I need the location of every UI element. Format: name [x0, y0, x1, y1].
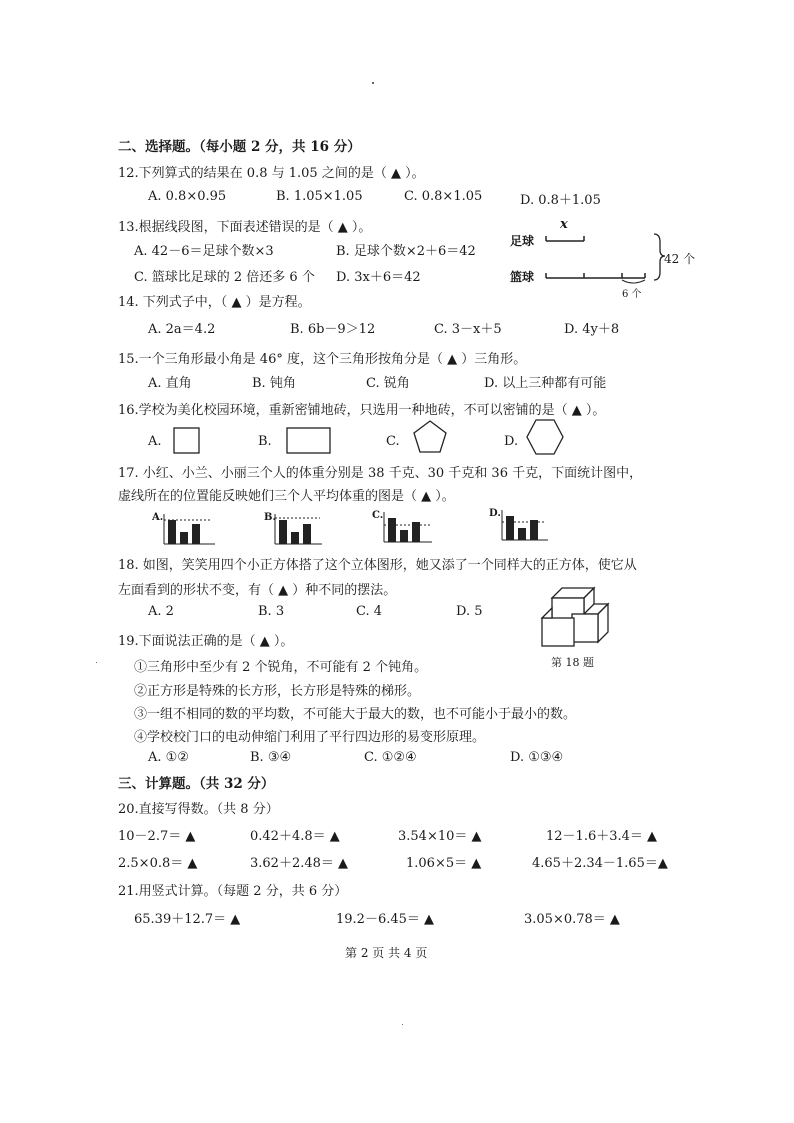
- q19-option-b: B. ③④: [250, 750, 292, 765]
- q16-option-d: D.: [504, 434, 519, 449]
- q13-option-b: B. 足球个数×2＋6＝42: [336, 244, 476, 259]
- q19-statement-2: ②正方形是特殊的长方形，长方形是特殊的梯形。: [134, 684, 421, 699]
- q18-caption: 第 18 题: [551, 656, 594, 669]
- q15-option-a: A. 直角: [148, 376, 192, 391]
- q20-row1-item1: 10－2.7＝ ▲: [118, 829, 196, 844]
- q12-option-d: D. 0.8＋1.05: [520, 193, 601, 208]
- q17-line1: 17. 小红、小兰、小丽三个人的体重分别是 38 千克、30 千克和 36 千克，下面统计图中，: [118, 466, 643, 481]
- q20-row2-item2: 3.62＋2.48＝ ▲: [250, 856, 349, 871]
- q19-stem: 19.下面说法正确的是（ ▲ ）。: [118, 634, 294, 649]
- q17-option-b: B.: [264, 512, 276, 523]
- q14-stem: 14. 下列式子中，（ ▲ ）是方程。: [118, 295, 311, 310]
- q21-item2: 19.2－6.45＝ ▲: [336, 912, 435, 927]
- q16-stem: 16.学校为美化校园环境，重新密铺地砖，只选用一种地砖，不可以密铺的是（ ▲ ）。: [118, 403, 606, 418]
- q21-item1: 65.39＋12.7＝ ▲: [134, 912, 241, 927]
- q13-stem: 13.根据线段图，下面表述错误的是（ ▲ ）。: [118, 220, 372, 235]
- q19-option-c: C. ①②④: [364, 750, 417, 765]
- q17-option-c: C.: [372, 510, 384, 521]
- q12-option-c: C. 0.8×1.05: [404, 189, 483, 204]
- q16-option-a: A.: [148, 434, 162, 449]
- diagram-six-label: 6 个: [622, 289, 642, 300]
- section3-title: 三、计算题。（共 32 分）: [118, 776, 275, 792]
- q20-row1-item2: 0.42＋4.8＝ ▲: [250, 829, 340, 844]
- q12-stem: 12.下列算式的结果在 0.8 与 1.05 之间的是（ ▲ ）。: [118, 166, 425, 181]
- q15-option-b: B. 钝角: [252, 376, 296, 391]
- q17-option-d: D.: [489, 508, 501, 519]
- q16-option-b: B.: [258, 434, 272, 449]
- q14-option-a: A. 2a＝4.2: [148, 322, 216, 337]
- q12-option-a: A. 0.8×0.95: [148, 189, 227, 204]
- q20-row2-item4: 4.65＋2.34－1.65＝▲: [532, 856, 668, 871]
- q15-option-c: C. 锐角: [366, 376, 410, 391]
- q13-option-c: C. 篮球比足球的 2 倍还多 6 个: [134, 270, 315, 285]
- q20-row2-item1: 2.5×0.8＝ ▲: [118, 856, 198, 871]
- q15-stem: 15.一个三角形最小角是 46° 度，这个三角形按角分是（ ▲ ）三角形。: [118, 352, 527, 367]
- q14-option-c: C. 3－x＋5: [434, 322, 502, 337]
- diagram-x-label: x: [560, 217, 568, 232]
- q18-line1: 18. 如图，笑笑用四个小正方体搭了这个立体图形，她又添了一个同样大的正方体，使它从: [118, 558, 637, 573]
- q21-item3: 3.05×0.78＝ ▲: [524, 912, 620, 927]
- q15-option-d: D. 以上三种都有可能: [484, 376, 607, 391]
- q20-row1-item3: 3.54×10＝ ▲: [398, 829, 482, 844]
- diagram-total-label: 42 个: [664, 252, 696, 266]
- q20-stem: 20.直接写得数。（共 8 分）: [118, 802, 279, 817]
- q18-line2: 左面看到的形状不变，有（ ▲ ）种不同的摆法。: [118, 583, 397, 598]
- q16-option-c: C.: [386, 434, 400, 449]
- page-footer: 第 2 页 共 4 页: [345, 946, 428, 960]
- section2-title: 二、选择题。（每小题 2 分，共 16 分）: [118, 139, 361, 155]
- q12-option-b: B. 1.05×1.05: [276, 189, 363, 204]
- diagram-basketball-label: 篮球: [510, 270, 535, 284]
- q18-option-a: A. 2: [148, 604, 174, 619]
- scan-speck: [402, 1024, 403, 1025]
- diagram-football-label: 足球: [510, 234, 535, 248]
- q19-statement-1: ①三角形中至少有 2 个锐角，不可能有 2 个钝角。: [134, 660, 428, 675]
- q19-option-a: A. ①②: [148, 750, 189, 765]
- q20-row2-item3: 1.06×5＝ ▲: [406, 856, 482, 871]
- q18-option-b: B. 3: [258, 604, 285, 619]
- q13-option-d: D. 3x＋6＝42: [336, 270, 421, 285]
- q13-option-a: A. 42－6＝足球个数×3: [134, 244, 274, 259]
- q18-option-d: D. 5: [456, 604, 483, 619]
- q17-line2: 虚线所在的位置能反映她们三个人平均体重的图是（ ▲ ）。: [118, 489, 455, 504]
- q19-option-d: D. ①③④: [510, 750, 564, 765]
- q20-row1-item4: 12－1.6＋3.4＝ ▲: [546, 829, 658, 844]
- q14-option-d: D. 4y＋8: [564, 322, 620, 337]
- scan-speck: [96, 662, 97, 663]
- q18-option-c: C. 4: [356, 604, 383, 619]
- q19-statement-3: ③一组不相同的数的平均数，不可能大于最大的数，也不可能小于最小的数。: [134, 707, 577, 722]
- q21-stem: 21.用竖式计算。（每题 2 分，共 6 分）: [118, 884, 348, 899]
- q17-option-a: A.: [152, 512, 164, 523]
- q14-option-b: B. 6b－9＞12: [290, 322, 376, 337]
- q19-statement-4: ④学校校门口的电动伸缩门利用了平行四边形的易变形原理。: [134, 730, 486, 745]
